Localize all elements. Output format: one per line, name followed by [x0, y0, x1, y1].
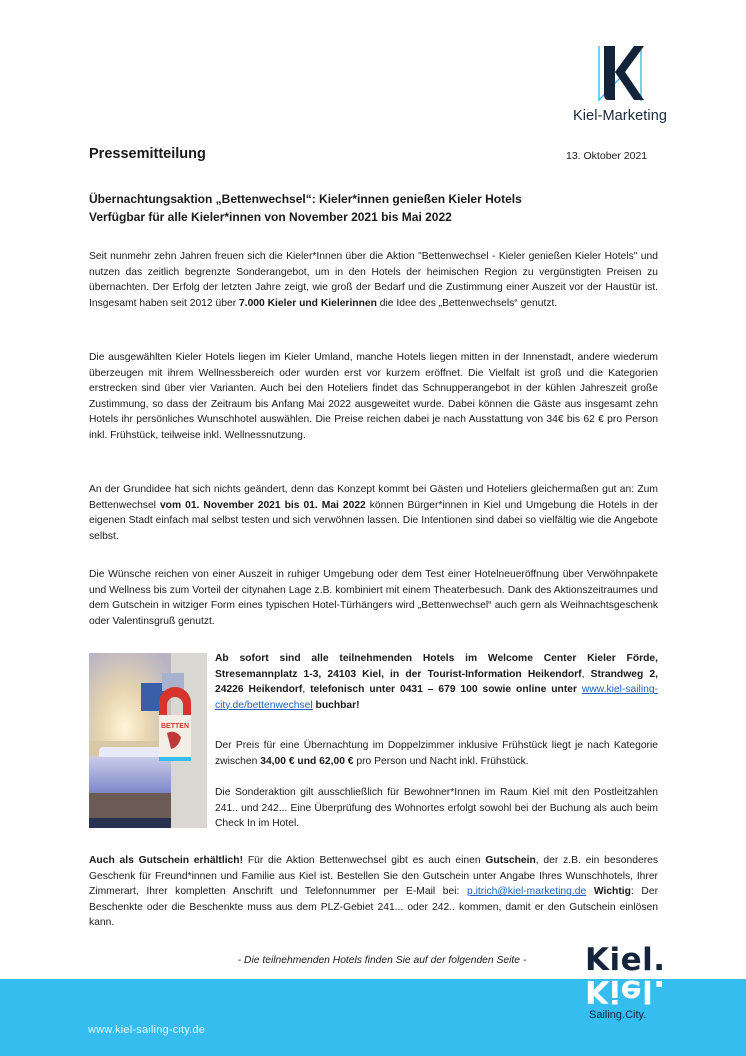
- headline-line-1: Übernachtungsaktion „Bettenwechsel“: Kieler*innen genießen Kieler Hotels: [89, 192, 522, 206]
- document-type-title: Pressemitteilung: [89, 146, 206, 162]
- kiel-sailing-city-logo: [585, 942, 675, 1021]
- brand-name: Kiel-Marketing: [572, 108, 668, 124]
- headline-line-2: Verfügbar für alle Kieler*innen von November 2021 bis Mai 2022: [89, 210, 452, 224]
- next-page-note: - Die teilnehmenden Hotels finden Sie auf der folgenden Seite -: [237, 955, 527, 966]
- highlight-visitor-count: 7.000 Kieler und Kielerinnen: [238, 297, 377, 309]
- price-range: 34,00 € und 62,00 €: [260, 755, 354, 767]
- residents-info: Die Sonderaktion gilt ausschließlich für Bewohner*Innen im Raum Kiel mit den Postleitzahlen 241.. und 242... Eine Überprüfung des Wohnortes erfolgt sowohl bei der Buchung als auch beim Check In im Hotel.: [215, 787, 658, 830]
- press-date: 13. Oktober 2021: [566, 150, 648, 162]
- email-link[interactable]: p.itrich@kiel-marketing.de: [467, 886, 587, 898]
- hotel-room-photo: [89, 653, 207, 828]
- k-logo-icon: [596, 44, 644, 102]
- logo-kiel-mirrored-text: Kiel.: [585, 973, 666, 1009]
- bettenwechsel-link[interactable]: www.kiel-sailing-city.de/bettenwechsel: [215, 684, 658, 711]
- headline: [89, 190, 659, 226]
- paragraph-concept: An der Grundidee hat sich nichts geändert, denn das Konzept kommt bei Gästen und Hoteliers gleichermaßen gut an: Zum Bettenwechsel vom 01. November 2021 bis 01. Mai 2022 können Bürger*innen in Kiel und Umgebung die Hotels in der eigenen Stadt einfach mal selbst testen und sich verwöhnen lassen. Die Intentionen sind dabei so vielfältig wie die Angebote selbst.: [89, 484, 658, 542]
- logo-kiel-text: Kiel.: [585, 942, 666, 978]
- voucher-paragraph: Auch als Gutschein erhältlich! Für die Aktion Bettenwechsel gibt es auch einen Gutschein, der z.B. ein besonderes Geschenk für Freund*innen und Familie aus Kiel ist. Bestellen Sie den Gutschein unter Angabe Ihres Wunschhotels, Ihrer Zimmerart, Ihrer kompletten Anschrift und Telefonnummer per E-Mail bei: p.itrich@kiel-marketing.de Wichtig: Der Beschenkte oder die Beschenkte muss aus dem PLZ-Gebiet 241... oder 242.. kommen, damit er den Gutschein einlösen kann.: [89, 855, 658, 929]
- booking-info: Ab sofort sind alle teilnehmenden Hotels im Welcome Center Kieler Förde, Stresemannplatz 1-3, 24103 Kiel, in der Tourist-Information Heikendorf, Strandweg 2, 24226 Heikendorf, telefonisch unter 0431 – 679 100 sowie online unter www.kiel-sailing-city.de/bettenwechsel buchbar!: [215, 653, 658, 711]
- kiel-marketing-logo: [560, 44, 680, 124]
- paragraph-hotels: Die ausgewählten Kieler Hotels liegen im Kieler Umland, manche Hotels liegen mitten in der Innenstadt, andere wiederum überzeugen mit ihrem Wellnessbereich oder wurden erst vor kurzem eröffnet. Die Vielfalt ist groß und die Kategorien erstrecken sind über vier Varianten. Auch bei den Hoteliers findet das Schnupperangebot in der kühlen Jahreszeit große Zustimmung, so dass der Zeitraum bis Anfang Mai 2022 ausgeweitet wurde. Dabei können die Gäste aus insgesamt zehn Hotels ihr persönliches Wunschhotel auswählen. Die Preise reichen dabei je nach Ausstattung von 34€ bis 62 € pro Person inkl. Frühstück, teilweise inkl. Wellnessnutzung.: [89, 352, 658, 441]
- logo-tagline: Sailing.City.: [589, 1009, 647, 1021]
- highlight-period: vom 01. November 2021 bis 01. Mai 2022: [159, 499, 366, 511]
- footer-website-link[interactable]: www.kiel-sailing-city.de: [88, 1024, 206, 1036]
- paragraph-wishes: Die Wünsche reichen von einer Auszeit in ruhiger Umgebung oder dem Test einer Hotelneueröffnung über Verwöhnpakete und Wellness bis zum Vorteil der citynahen Lage z.B. kombiniert mit einem Theaterbesuch. Dank des Aktionszeitraumes und dem Gutschein in witziger Form eines typischen Hotel-Türhängers wird „Bettenwechsel“ auch gern als Weihnachtsgeschenk oder Valentinsgruß genutzt.: [89, 569, 658, 627]
- paragraph-intro: Seit nunmehr zehn Jahren freuen sich die Kieler*Innen über die Aktion "Bettenwechsel - Kieler genießen Kieler Hotels" und nutzen das zeitlich begrenzte Sonderangebot, um in den Hotels der heimischen Region zu vergünstigten Preisen zu übernachten. Der Erfolg der letzten Jahre zeigt, wie groß der Bedarf und die Zustimmung einer Auszeit vor der Haustür ist. Insgesamt haben seit 2012 über 7.000 Kieler und Kielerinnen die Idee des „Bettenwechsels“ genutzt.: [89, 251, 658, 309]
- price-info: Der Preis für eine Übernachtung im Doppelzimmer inklusive Frühstück liegt je nach Kategorie zwischen 34,00 € und 62,00 € pro Person und Nacht inkl. Frühstück.: [215, 740, 658, 767]
- svg-text:BETTEN: BETTEN: [161, 723, 189, 730]
